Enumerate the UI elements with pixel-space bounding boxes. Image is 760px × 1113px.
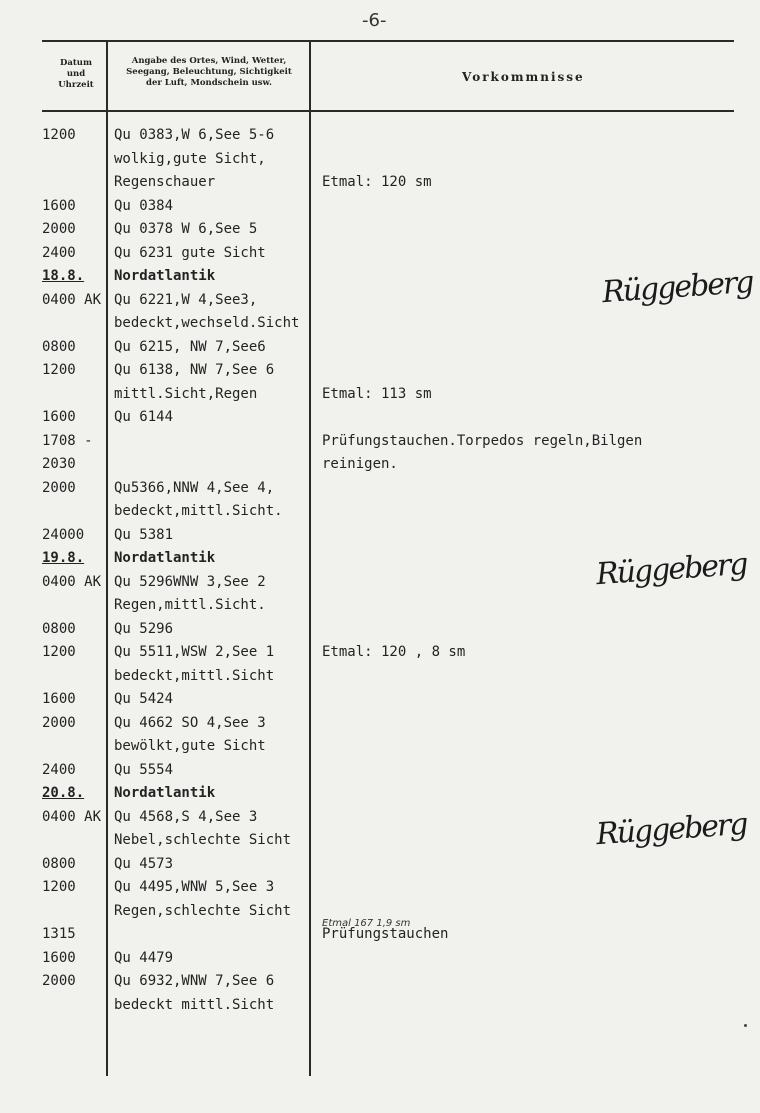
log-position: Nordatlantik [114,550,216,566]
log-event: Etmal: 120 , 8 sm [322,644,466,660]
log-row [0,148,760,171]
header-date-line3: Uhrzeit [58,80,94,90]
log-time: 0800 [42,855,76,872]
log-row [0,453,760,476]
log-time: 1315 [42,926,76,942]
log-time: 2400 [42,244,76,261]
log-time: 2000 [42,479,76,496]
log-event: Etmal: 113 sm [322,385,432,402]
header-location-line1: Angabe des Ortes, Wind, Wetter, [131,56,287,66]
log-position: Regenschauer [114,174,216,190]
header-date-time [48,58,104,91]
log-row [0,947,760,970]
log-row [0,500,760,523]
log-position: Qu 0378 W 6,See 5 [114,221,258,237]
log-row [0,735,760,758]
log-row [0,759,760,782]
log-row [0,430,760,453]
log-time: 19.8. [42,550,85,566]
log-event: reinigen. [322,456,398,472]
log-position: Nebel,schlechte Sicht [114,832,292,848]
log-position: bedeckt,mittl.Sicht. [114,503,283,519]
log-time: 2400 [42,761,76,778]
log-position: Qu 0383,W 6,See 5-6 [114,127,275,143]
log-position: Qu 5381 [114,526,174,543]
log-position: Qu 4662 SO 4,See 3 [114,714,266,731]
log-time: 2000 [42,973,76,989]
log-position: bewölkt,gute Sicht [114,738,266,754]
log-position: bedeckt mittl.Sicht [114,996,275,1013]
signature-19-8: Rüggeberg [594,546,748,593]
log-row [0,195,760,218]
log-row [0,383,760,406]
log-time: 1200 [42,644,76,660]
log-event: Etmal: 120 sm [322,174,432,190]
log-row [0,406,760,429]
log-event: Prüfungstauchen.Torpedos regeln,Bilgen [322,432,643,449]
log-time: 1600 [42,949,76,966]
header-location-weather [110,56,308,89]
log-time: 1200 [42,879,76,895]
log-row [0,782,760,805]
log-row [0,665,760,688]
log-position: Qu 4573 [114,855,174,872]
log-position: Qu 6932,WNW 7,See 6 [114,973,275,989]
log-row [0,876,760,899]
log-time: 0800 [42,338,76,355]
log-time: 18.8. [42,268,85,284]
log-row [0,688,760,711]
log-time: 1200 [42,362,76,378]
log-time: 24000 [42,526,85,543]
log-position: Regen,mittl.Sicht. [114,597,266,613]
log-position: Qu 6215, NW 7,See6 [114,338,266,355]
header-date-line1: Datum [60,58,92,68]
log-time: 1600 [42,409,76,425]
log-time: 1600 [42,197,76,214]
log-position: Qu 6144 [114,409,174,425]
log-row [0,594,760,617]
log-row [0,359,760,382]
log-time: 0400 AK [42,808,102,825]
top-rule [42,40,734,42]
log-row [0,712,760,735]
log-position: wolkig,gute Sicht, [114,150,266,167]
log-position: Regen,schlechte Sicht [114,902,292,919]
log-row [0,242,760,265]
log-position: Qu 4568,S 4,See 3 [114,808,258,825]
header-location-line2: Seegang, Beleuchtung, Sichtigkeit [126,67,292,77]
log-row [0,124,760,147]
log-time: 20.8. [42,785,85,801]
log-time: 2000 [42,221,76,237]
log-time: 1600 [42,691,76,707]
log-position: Qu 5296WNW 3,See 2 [114,573,266,590]
signature-20-8: Rüggeberg [594,806,748,853]
header-events: Vorkommnisse [462,70,585,84]
log-event: Prüfungstauchen [322,926,449,942]
log-position: Nordatlantik [114,785,216,801]
log-time: 0800 [42,620,76,637]
log-position: Qu 5296 [114,620,174,637]
log-time: 2030 [42,456,76,472]
log-time: 1708 - [42,432,93,449]
log-row [0,618,760,641]
log-row [0,312,760,335]
log-time: 0400 AK [42,573,102,590]
log-time: 2000 [42,714,76,731]
header-bottom-rule [42,110,734,112]
log-row [0,171,760,194]
log-time: 1200 [42,127,76,143]
log-position: Qu 0384 [114,197,174,214]
header-date-line2: und [66,69,86,79]
margin-mark [744,1024,747,1027]
log-row [0,853,760,876]
log-row [0,641,760,664]
handwritten-etmal: Etmal 167 1,9 sm [322,918,411,929]
log-row [0,524,760,547]
log-row [0,994,760,1017]
log-position: mittl.Sicht,Regen [114,385,258,402]
signature-18-8: Rüggeberg [600,264,754,311]
log-row [0,218,760,241]
header-location-line3: der Luft, Mondschein usw. [146,78,272,88]
log-position: Qu5366,NNW 4,See 4, [114,479,275,496]
log-row [0,477,760,500]
page-number: -6- [362,10,387,31]
log-row [0,970,760,993]
log-position: Nordatlantik [114,268,216,284]
log-position: Qu 5424 [114,691,174,707]
log-position: Qu 6221,W 4,See3, [114,291,258,308]
log-position: Qu 6231 gute Sicht [114,244,266,261]
log-position: Qu 5511,WSW 2,See 1 [114,644,275,660]
log-row [0,336,760,359]
log-position: Qu 5554 [114,761,174,778]
log-position: bedeckt,mittl.Sicht [114,667,275,684]
log-time: 0400 AK [42,291,102,308]
log-position: Qu 4495,WNW 5,See 3 [114,879,275,895]
log-position: bedeckt,wechseld.Sicht [114,315,300,331]
log-position: Qu 4479 [114,949,174,966]
log-position: Qu 6138, NW 7,See 6 [114,362,275,378]
